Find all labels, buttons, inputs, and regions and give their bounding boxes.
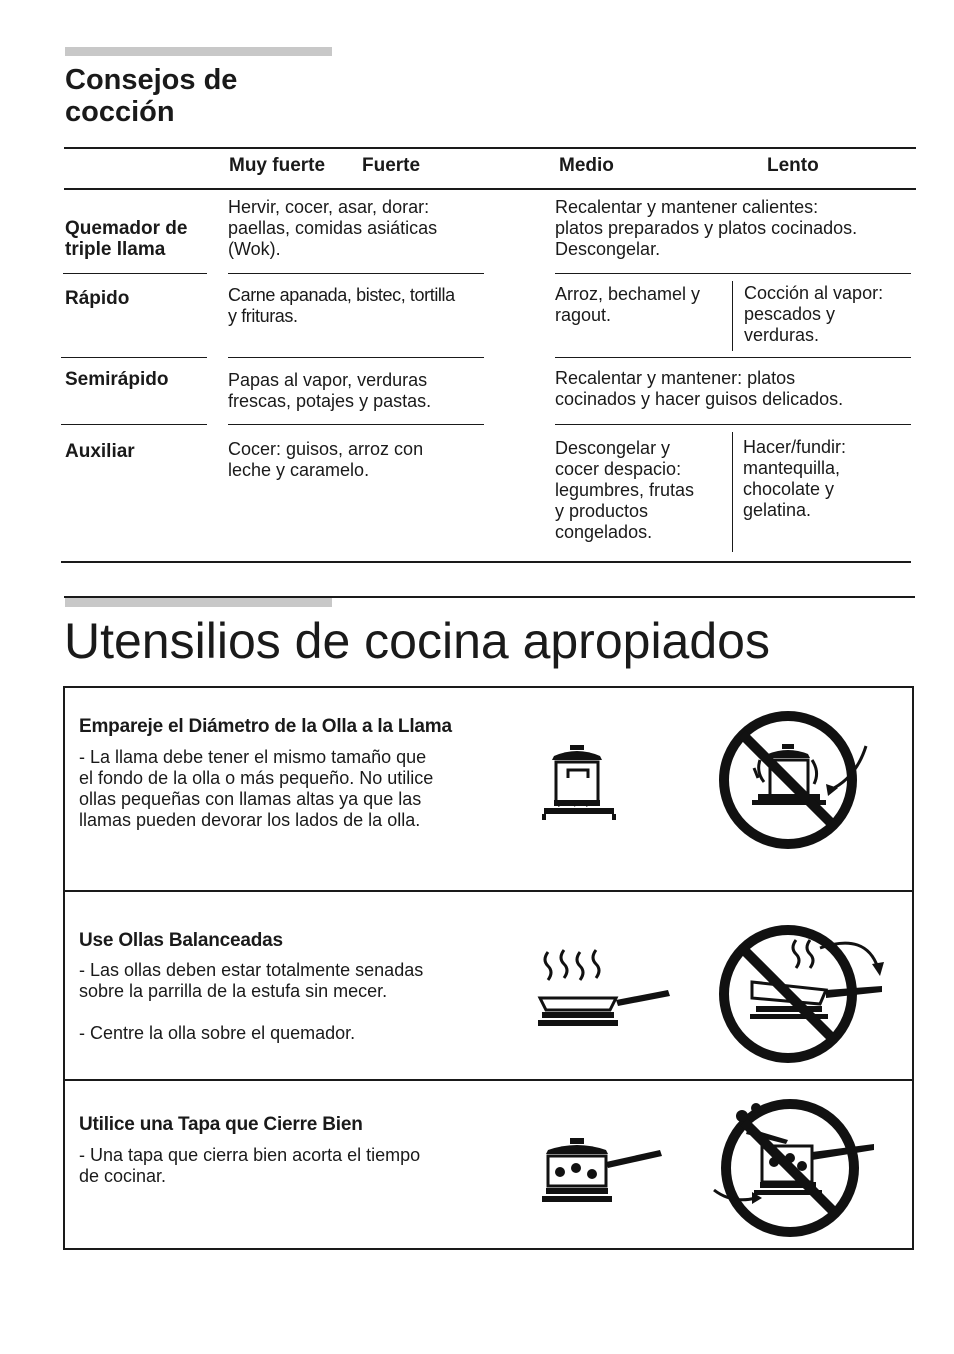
cell-triple-flame-high: Hervir, cocer, asar, dorar: paellas, comidas asiáticas (Wok).: [228, 197, 438, 259]
row-label-auxiliary: Auxiliar: [65, 441, 135, 462]
column-header-low: Lento: [767, 155, 819, 176]
cooking-tips-title: Consejos de cocción: [65, 64, 238, 128]
pan-on-burner-icon: [536, 948, 672, 1030]
cell-semi-rapid-medium-low: Recalentar y mantener: platos cocinados y hacer guisos delicados.: [555, 368, 844, 409]
cell-rapid-low: Cocción al vapor: pescados y verduras.: [744, 283, 884, 345]
row-label-rapid: Rápido: [65, 288, 130, 309]
tips-separator: [63, 1079, 914, 1081]
cell-semi-rapid-high: Papas al vapor, verduras frescas, potajes y pastas.: [228, 370, 432, 411]
tip-text-balanced: - Las ollas deben estar totalmente senadas sobre la parrilla de la estufa sin mecer. - Centre la olla sobre el quemador.: [79, 960, 424, 1043]
pot-on-burner-icon: [536, 742, 624, 822]
row-rule: [555, 424, 911, 425]
row-rule: [228, 357, 484, 358]
tip-text-lid: - Una tapa que cierra bien acorta el tiempo de cocinar.: [79, 1145, 421, 1186]
cell-triple-flame-medium-low: Recalentar y mantener calientes: platos preparados y platos cocinados. Descongelar.: [555, 197, 858, 259]
cell-rapid-medium: Arroz, bechamel y ragout.: [555, 284, 701, 325]
row-label-triple-flame: Quemador de triple llama: [65, 218, 188, 260]
row-rule: [63, 273, 207, 274]
row-rule: [61, 357, 207, 358]
table-top-rule: [64, 147, 916, 149]
row-rule: [555, 357, 911, 358]
tip-title-balanced: Use Ollas Balanceadas: [79, 930, 283, 951]
pot-flames-prohibited-icon: [716, 708, 866, 852]
column-header-medium: Medio: [559, 155, 614, 176]
row-rule: [555, 273, 911, 274]
column-divider: [732, 432, 733, 552]
lidded-pan-icon: [540, 1136, 666, 1210]
row-rule: [61, 424, 207, 425]
cell-auxiliary-medium: Descongelar y cocer despacio: legumbres, frutas y productos congelados.: [555, 438, 695, 542]
row-rule: [228, 273, 484, 274]
cell-auxiliary-high: Cocer: guisos, arroz con leche y caramelo.: [228, 439, 424, 480]
table-bottom-rule: [61, 561, 911, 563]
column-header-very-high: Muy fuerte: [229, 155, 326, 176]
loose-lid-prohibited-icon: [712, 1094, 878, 1240]
cell-rapid-high: Carne apanada, bistec, tortilla y frituras.: [228, 285, 455, 326]
cell-auxiliary-low: Hacer/fundir: mantequilla, chocolate y gelatina.: [743, 437, 847, 520]
table-header-rule: [64, 188, 916, 190]
tip-title-lid: Utilice una Tapa que Cierre Bien: [79, 1114, 363, 1135]
tips-separator: [63, 890, 914, 892]
row-rule: [228, 424, 484, 425]
column-divider: [732, 281, 733, 351]
tip-title-diameter: Empareje el Diámetro de la Olla a la Llama: [79, 716, 452, 737]
tip-text-diameter: - La llama debe tener el mismo tamaño que el fondo de la olla o más pequeño. No utilice ollas pequeñas con llamas altas ya que las llamas pueden devorar los lados de la olla.: [79, 747, 434, 830]
tilted-pan-prohibited-icon: [716, 918, 886, 1066]
row-label-semi-rapid: Semirápido: [65, 369, 169, 390]
column-header-high: Fuerte: [362, 155, 421, 176]
section-accent-bar: [65, 598, 332, 607]
utensils-title: Utensilios de cocina apropiados: [64, 613, 770, 669]
section-accent-bar: [65, 47, 332, 56]
